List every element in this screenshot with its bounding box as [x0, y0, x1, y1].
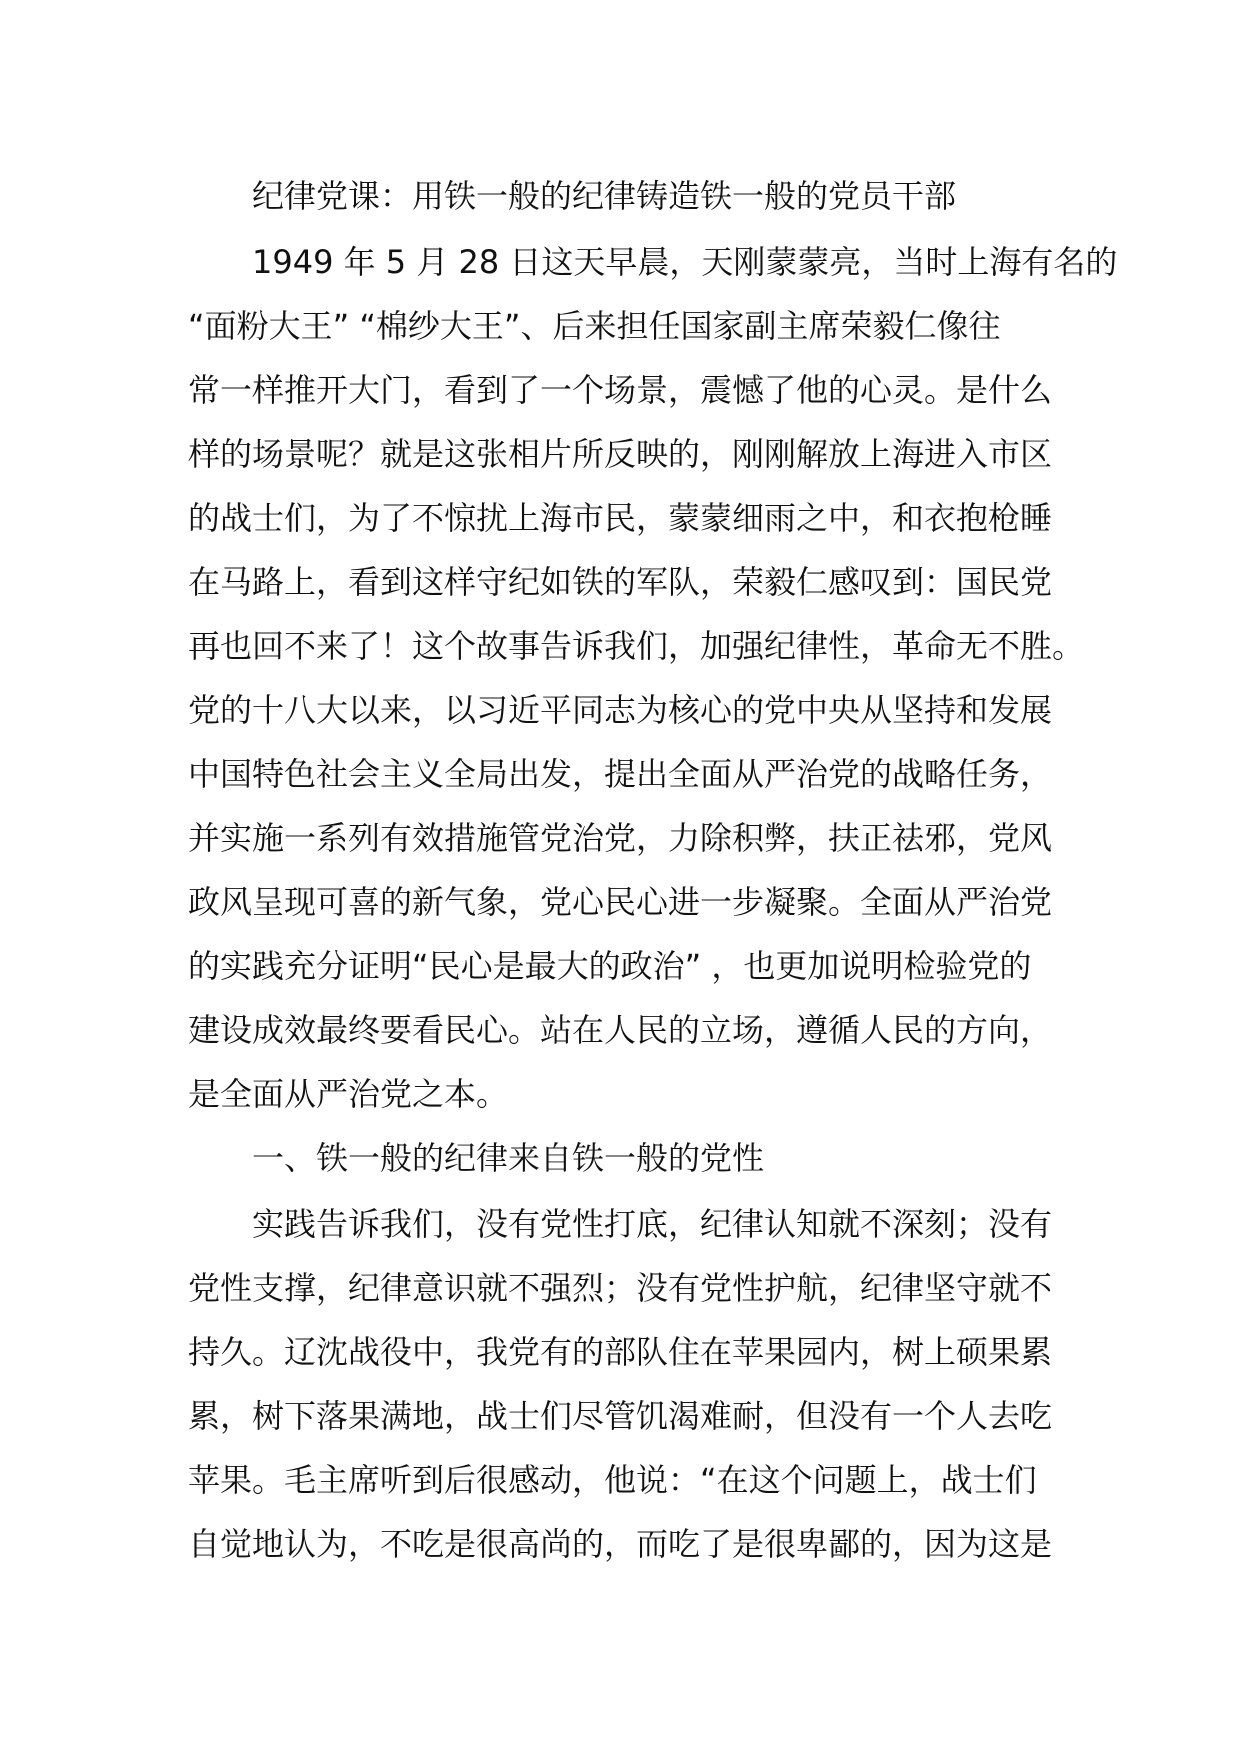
text-line-2: “面粉大王” “棉纱大王”、后来担任国家副主席荣毅仁像往	[188, 307, 1001, 345]
document-title: 纪律党课：用铁一般的纪律铸造铁一般的党员干部	[252, 177, 957, 215]
text-line-1: 1949 年 5 月 28 日这天早晨，天刚蒙蒙亮，当时上海有名的	[252, 243, 1118, 281]
text-line-6: 在马路上，看到这样守纪如铁的军队，荣毅仁感叹到：国民党	[188, 563, 1053, 601]
text-line-12: 的实践充分证明“民心是最大的政治” ，也更加说明检验党的	[188, 947, 1032, 985]
text-line-21: 自觉地认为，不吃是很高尚的，而吃了是很卑鄙的，因为这是	[188, 1525, 1053, 1563]
text-line-14: 是全面从严治党之本。	[188, 1075, 509, 1113]
text-line-3: 常一样推开大门，看到了一个场景，震憾了他的心灵。是什么	[188, 371, 1053, 409]
section-heading: 一、铁一般的纪律来自铁一般的党性	[252, 1139, 765, 1177]
text-line-18: 持久。辽沈战役中，我党有的部队住在苹果园内，树上硕果累	[188, 1333, 1053, 1371]
text-line-13: 建设成效最终要看民心。站在人民的立场，遵循人民的方向，	[188, 1011, 1053, 1049]
text-line-16: 实践告诉我们，没有党性打底，纪律认知就不深刻；没有	[252, 1205, 1053, 1243]
text-line-7: 再也回不来了！这个故事告诉我们，加强纪律性，革命无不胜。	[188, 627, 1085, 665]
text-line-5: 的战士们，为了不惊扰上海市民，蒙蒙细雨之中，和衣抱枪睡	[188, 499, 1053, 537]
text-line-20: 苹果。毛主席听到后很感动，他说：“在这个问题上，战士们	[188, 1461, 1037, 1499]
text-line-11: 政风呈现可喜的新气象，党心民心进一步凝聚。全面从严治党	[188, 883, 1053, 921]
text-line-10: 并实施一系列有效措施管党治党，力除积弊，扶正祛邪，党风	[188, 819, 1053, 857]
text-line-17: 党性支撑，纪律意识就不强烈；没有党性护航，纪律坚守就不	[188, 1269, 1053, 1307]
text-line-4: 样的场景呢？就是这张相片所反映的，刚刚解放上海进入市区	[188, 435, 1053, 473]
text-line-8: 党的十八大以来，以习近平同志为核心的党中央从坚持和发展	[188, 691, 1053, 729]
text-line-9: 中国特色社会主义全局出发，提出全面从严治党的战略任务，	[188, 755, 1053, 793]
text-line-19: 累，树下落果满地，战士们尽管饥渴难耐，但没有一个人去吃	[188, 1397, 1053, 1435]
